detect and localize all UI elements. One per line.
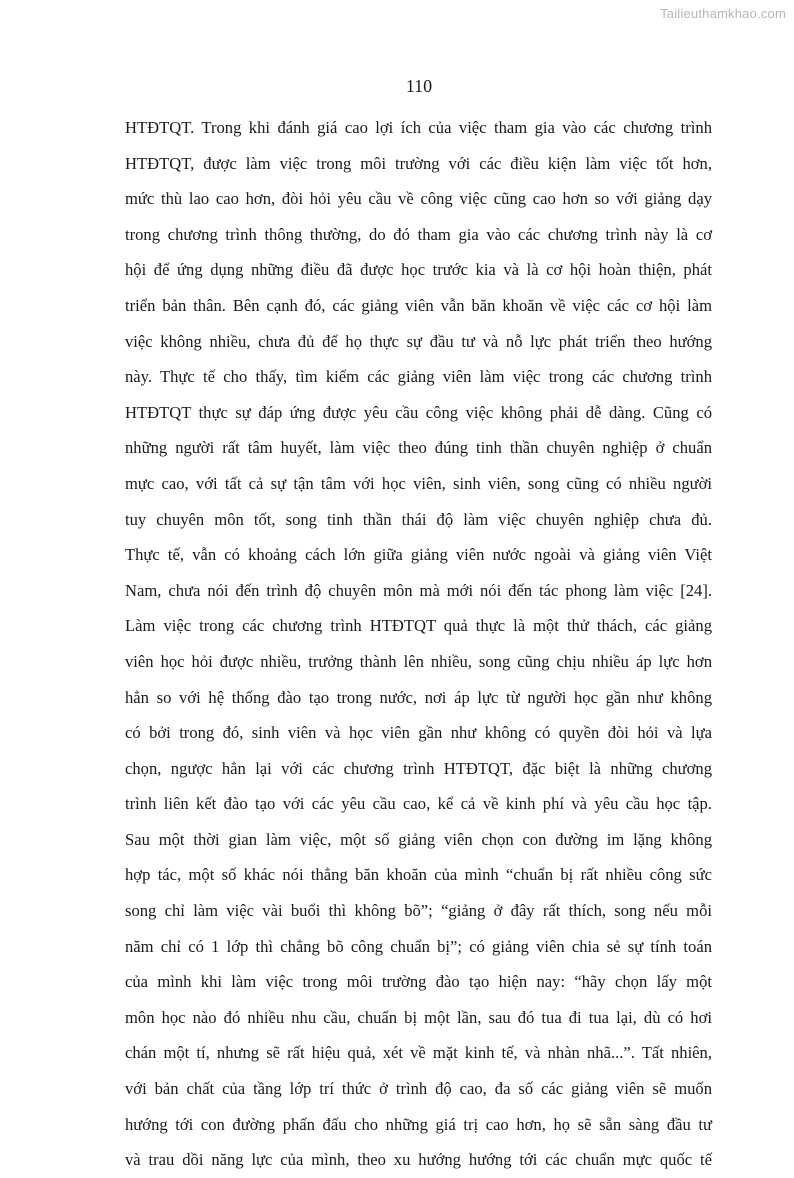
body-paragraph (125, 110, 712, 1178)
text-line: môn học nào đó nhiều nhu cầu, chuẩn bị một lần, sau đó tua đi tua lại, dù có hơi (125, 1007, 712, 1027)
text-line: Thực tế, vẫn có khoảng cách lớn giữa giảng viên nước ngoài và giảng viên Việt (125, 545, 712, 565)
text-line: việc không nhiều, chưa đủ để họ thực sự đầu tư và nỗ lực phát triển theo hướng (125, 331, 712, 351)
text-line: của mình khi làm việc trong môi trường đào tạo hiện nay: “hãy chọn lấy một (125, 972, 712, 992)
text-line: HTĐTQT. Trong khi đánh giá cao lợi ích của việc tham gia vào các chương trình (125, 118, 712, 137)
text-line: với bản chất của tầng lớp trí thức ở trình độ cao, đa số các giảng viên sẽ muốn (125, 1079, 712, 1099)
text-line: trình liên kết đào tạo với các yêu cầu cao, kể cả về kinh phí và yêu cầu học tập. (125, 794, 712, 814)
text-line: Làm việc trong các chương trình HTĐTQT quả thực là một thử thách, các giảng (125, 616, 712, 636)
text-line: chán một tí, nhưng sẽ rất hiệu quả, xét về mặt kinh tế, và nhàn nhã...”. Tất nhiên, (125, 1043, 712, 1063)
watermark-text: Tailieuthamkhao.com (660, 6, 786, 21)
text-line: mức thù lao cao hơn, đòi hỏi yêu cầu về công việc cũng cao hơn so với giảng dạy (125, 189, 712, 209)
text-line: hợp tác, một số khác nói thẳng băn khoăn của mình “chuẩn bị rất nhiều công sức (125, 865, 712, 885)
text-line: mực cao, với tất cả sự tận tâm với học viên, sinh viên, song cũng có nhiều người (125, 473, 712, 493)
text-line: năm chỉ có 1 lớp thì chẳng bõ công chuẩn bị”; có giảng viên chia sẻ sự tính toán (125, 936, 712, 956)
text-line: triển bản thân. Bên cạnh đó, các giảng viên vẫn băn khoăn về việc các cơ hội làm (125, 295, 712, 315)
text-line: hội để ứng dụng những điều đã được học trước kia và là cơ hội hoàn thiện, phát (125, 260, 712, 280)
text-line: những người rất tâm huyết, làm việc theo đúng tinh thần chuyên nghiệp ở chuẩn (125, 438, 712, 458)
text-line: HTĐTQT thực sự đáp ứng được yêu cầu công việc không phải dễ dàng. Cũng có (125, 402, 712, 422)
text-line: hẳn so với hệ thống đào tạo trong nước, nơi áp lực từ người học gần như không (125, 687, 712, 707)
text-line: tuy chuyên môn tốt, song tinh thần thái độ làm việc chuyên nghiệp chưa đủ. (125, 509, 712, 529)
text-line: và trau dồi năng lực của mình, theo xu hướng hướng tới các chuẩn mực quốc tế (125, 1150, 712, 1170)
text-line: Sau một thời gian làm việc, một số giảng viên chọn con đường im lặng không (125, 829, 712, 849)
text-line: này. Thực tế cho thấy, tìm kiếm các giảng viên làm việc trong các chương trình (125, 367, 712, 387)
text-line: trong chương trình thông thường, do đó tham gia vào các chương trình này là cơ (125, 224, 712, 244)
text-line: Nam, chưa nói đến trình độ chuyên môn mà mới nói đến tác phong làm việc [24]. (125, 580, 712, 600)
text-line: hướng tới con đường phấn đấu cho những giá trị cao hơn, họ sẽ sẵn sàng đầu tư (125, 1114, 712, 1134)
text-line: HTĐTQT, được làm việc trong môi trường với các điều kiện làm việc tốt hơn, (125, 153, 712, 173)
text-line: viên học hỏi được nhiều, trưởng thành lên nhiều, song cũng chịu nhiều áp lực hơn (125, 651, 712, 671)
page-number: 110 (405, 76, 433, 96)
text-line: chọn, ngược hẳn lại với các chương trình HTĐTQT, đặc biệt là những chương (125, 758, 712, 778)
text-line: song chỉ làm việc vài buổi thì không bõ”; “giảng ở đây rất thích, song nếu mỗi (125, 901, 712, 921)
text-line: có bởi trong đó, sinh viên và học viên gần như không có quyền đòi hỏi và lựa (125, 723, 712, 743)
